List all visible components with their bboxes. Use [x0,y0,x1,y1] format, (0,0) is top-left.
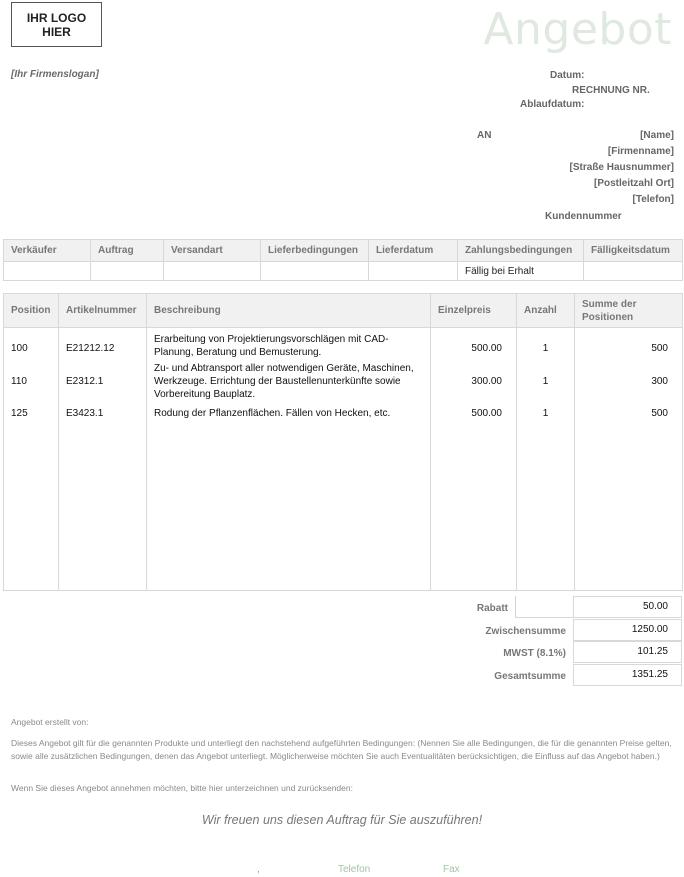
mwst-label: MWST (8.1%) [503,648,566,659]
anzahl-cell: 1 [517,404,575,424]
lieferbedingungen-cell[interactable] [261,262,369,281]
thank-you-text: Wir freuen uns diesen Auftrag für Sie auszuführen! [201,813,483,827]
recipient-name: [Name] [640,130,674,141]
rabatt-value[interactable]: 50.00 [573,596,682,618]
lieferdatum-cell[interactable] [369,262,458,281]
anzahl-cell: 1 [517,360,575,404]
mwst-value[interactable]: 101.25 [573,641,682,663]
rabatt-label: Rabatt [476,603,508,614]
kundennummer-label: Kundennummer [545,211,622,222]
order-info-table [3,239,683,281]
summe-cell: 500 [575,328,683,360]
zahlungsbedingungen-cell[interactable]: Fällig bei Erhalt [458,262,584,281]
datum-label: Datum: [550,70,585,81]
table-row [4,404,683,424]
empty-cell [4,424,59,591]
header-position: Position [4,294,59,328]
beschreibung-cell: Erarbeitung von Projektierungsvorschlägen mit CAD-Planung, Beratung und Bemusterung. [147,328,431,360]
acceptance-text: Wenn Sie dieses Angebot annehmen möchten, bitte hier unterzeichnen und zurücksenden: [11,783,353,793]
position-cell: 125 [4,404,59,424]
logo-line-2: HIER [42,24,71,39]
header-zahlungsbedingungen: Zahlungsbedingungen [458,240,584,262]
einzelpreis-cell: 500.00 [431,404,517,424]
header-summe: Summe der Positionen [575,294,683,328]
logo-line-1: IHR LOGO [26,10,87,25]
faelligkeitsdatum-cell[interactable] [584,262,683,281]
header-auftrag: Auftrag [91,240,164,262]
document-title: Angebot [483,4,672,55]
header-beschreibung: Beschreibung [147,294,431,328]
telefon-label: Telefon [338,864,371,875]
position-cell: 100 [4,328,59,360]
logo-placeholder [11,2,102,47]
empty-cell [431,424,517,591]
beschreibung-cell: Rodung der Pflanzenflächen. Fällen von Hecken, etc. [147,404,431,424]
address-separator: , [257,864,260,875]
empty-cell [147,424,431,591]
table-row [4,328,683,360]
rechnung-nr-label: RECHNUNG NR. [572,85,650,96]
table-filler-row [4,424,683,591]
recipient-city: [Postleitzahl Ort] [593,178,674,189]
einzelpreis-cell: 300.00 [431,360,517,404]
rabatt-spacer [515,596,573,618]
versandart-cell[interactable] [164,262,261,281]
summe-cell: 300 [575,360,683,404]
company-slogan: [Ihr Firmenslogan] [11,69,99,80]
einzelpreis-cell: 500.00 [431,328,517,360]
conditions-text: Dieses Angebot gilt für die genannten Produkte und unterliegt den nachstehend aufgeführten Bedingungen: (Nennen Sie alle Bedingungen, die für die genannten Preise gelten, sowie alle zusätzlichen Bedingungen, denen das Angebot unterliegt. Möglicherweise möchten Sie auch Eventualitäten berücksichtigen, die Einfluss auf das Angebot haben.) [11,738,672,761]
header-lieferbedingungen: Lieferbedingungen [261,240,369,262]
auftrag-cell[interactable] [91,262,164,281]
empty-cell [59,424,147,591]
gesamtsumme-label: Gesamtsumme [494,671,566,682]
artikel-cell: E21212.12 [59,328,147,360]
header-anzahl: Anzahl [517,294,575,328]
position-cell: 110 [4,360,59,404]
erstellt-von-label: Angebot erstellt von: [11,717,89,727]
header-faelligkeitsdatum: Fälligkeitsdatum [584,240,683,262]
header-artikelnummer: Artikelnummer [59,294,147,328]
anzahl-cell: 1 [517,328,575,360]
recipient-company: [Firmenname] [607,146,674,157]
zwischensumme-value[interactable]: 1250.00 [573,619,682,641]
verkaeufer-cell[interactable] [4,262,91,281]
header-versandart: Versandart [164,240,261,262]
recipient-street: [Straße Hausnummer] [569,162,674,173]
zwischensumme-label: Zwischensumme [485,626,566,637]
line-items-table [3,293,683,591]
header-einzelpreis: Einzelpreis [431,294,517,328]
an-label: AN [477,130,492,141]
artikel-cell: E3423.1 [59,404,147,424]
beschreibung-cell: Zu- und Abtransport aller notwendigen Geräte, Maschinen, Werkzeuge. Errichtung der Baustellenunterkünfte sowie Vorbereitung Bauplatz. [147,360,431,404]
gesamtsumme-value[interactable]: 1351.25 [573,664,682,686]
fax-label: Fax [443,864,460,875]
empty-cell [575,424,683,591]
summe-cell: 500 [575,404,683,424]
ablaufdatum-label: Ablaufdatum: [520,99,585,110]
recipient-phone: [Telefon] [632,194,674,205]
empty-cell [517,424,575,591]
header-lieferdatum: Lieferdatum [369,240,458,262]
table-row [4,360,683,404]
artikel-cell: E2312.1 [59,360,147,404]
header-verkaeufer: Verkäufer [4,240,91,262]
